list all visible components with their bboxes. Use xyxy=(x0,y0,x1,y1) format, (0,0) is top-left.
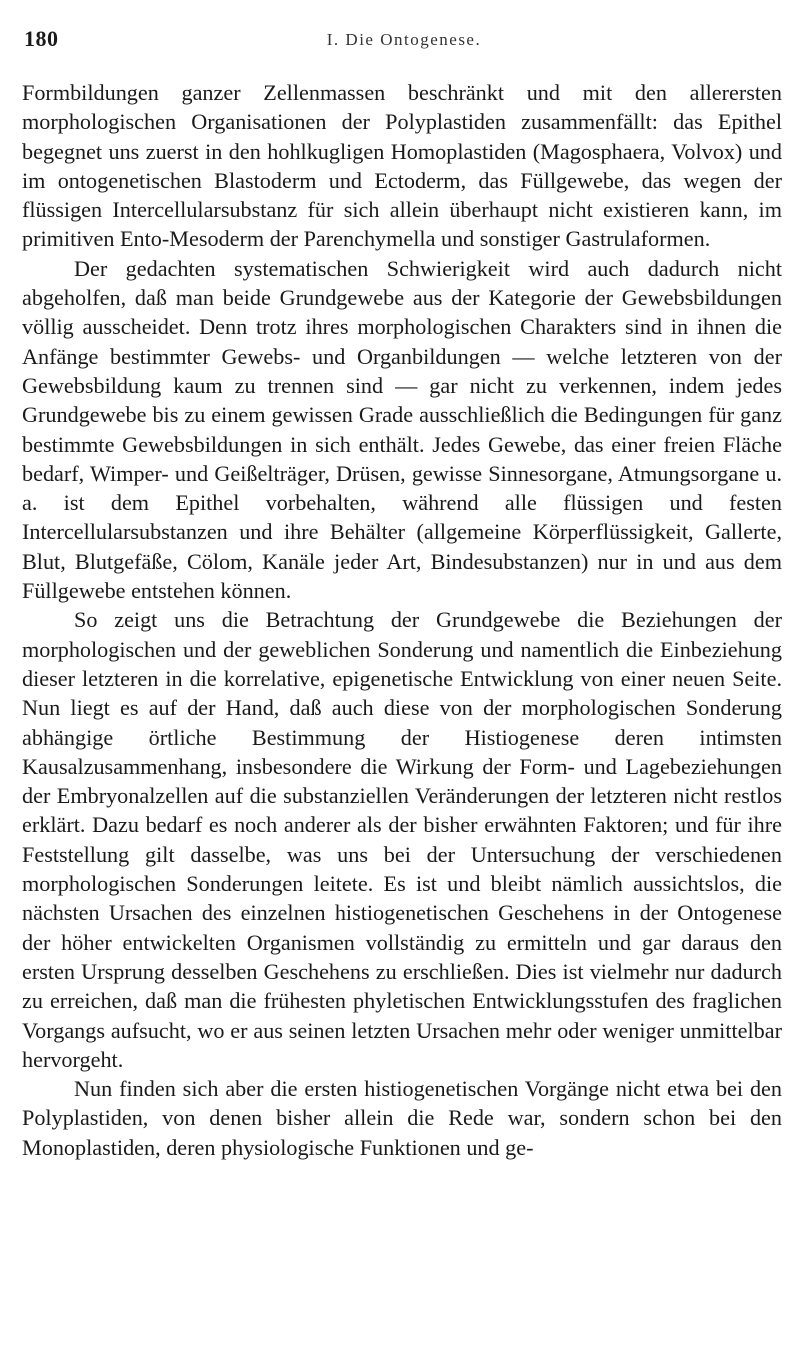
book-page xyxy=(22,0,786,1358)
paragraph-4: Nun finden sich aber die ersten histiogenetischen Vorgänge nicht etwa bei den Polyplastiden, von denen bisher allein die Rede war, sondern schon bei den Monoplastiden, deren physiologische Funktionen und ge- xyxy=(22,1076,782,1160)
paragraph-3: So zeigt uns die Betrachtung der Grundgewebe die Beziehungen der morphologischen und der geweblichen Sonderung und namentlich die Einbeziehung dieser letzteren in die korrelative, epigenetische Entwicklung von einer neuen Seite. Nun liegt es auf der Hand, daß auch diese von der morphologischen Sonderung abhängige örtliche Bestimmung der Histiogenese deren intimsten Kausalzusammenhang, insbesondere die Wirkung der Form- und Lagebeziehungen der Embryonalzellen auf die substanziellen Veränderungen der letzteren nicht restlos erklärt. Dazu bedarf es noch anderer als der bisher erwähnten Faktoren; und für ihre Feststellung gilt dasselbe, was uns bei der Untersuchung der verschiedenen morphologischen Sonderungen leitete. Es ist und bleibt nämlich aussichtslos, die nächsten Ursachen des einzelnen histiogenetischen Geschehens in der Ontogenese der höher entwickelten Organismen vollständig zu ermitteln und gar daraus den ersten Ursprung desselben Geschehens zu erschließen. Dies ist vielmehr nur dadurch zu erreichen, daß man die frühesten phyletischen Entwicklungsstufen des fraglichen Vorgangs aufsucht, wo er aus seinen letzten Ursachen mehr oder weniger unmittelbar hervorgeht. xyxy=(22,607,782,1072)
paragraph-1: Formbildungen ganzer Zellenmassen beschränkt und mit den allerersten morphologischen Organisationen der Polyplastiden zusammenfällt: das Epithel begegnet uns zuerst in den hohlkugligen Homoplastiden (Magosphaera, Volvox) und im ontogenetischen Blastoderm und Ectoderm, das Füllgewebe, das wegen der flüssigen Intercellularsubstanz für sich allein überhaupt nicht existieren kann, im primitiven Ento-Mesoderm der Parenchymella und sonstiger Gastrulaformen. xyxy=(22,80,782,252)
running-head: I. Die Ontogenese. xyxy=(326,30,482,49)
page-number: 180 xyxy=(24,26,59,51)
page-header xyxy=(22,22,786,56)
body-text xyxy=(22,78,782,1162)
paragraph-2: Der gedachten systematischen Schwierigkeit wird auch dadurch nicht abgeholfen, daß man beide Grundgewebe aus der Kategorie der Gewebsbildungen völlig ausscheidet. Denn trotz ihres morphologischen Charakters sind in ihnen die Anfänge bestimmter Gewebs- und Organbildungen — welche letzteren von der Gewebsbildung kaum zu trennen sind — gar nicht zu verkennen, indem jedes Grundgewebe bis zu einem gewissen Grade ausschließlich die Bedingungen für ganz bestimmte Gewebsbildungen in sich enthält. Jedes Gewebe, das einer freien Fläche bedarf, Wimper- und Geißelträger, Drüsen, gewisse Sinnesorgane, Atmungsorgane u. a. ist dem Epithel vorbehalten, während alle flüssigen und festen Intercellularsubstanzen und ihre Behälter (allgemeine Körperflüssigkeit, Gallerte, Blut, Blutgefäße, Cölom, Kanäle jeder Art, Bindesubstanzen) nur in und aus dem Füllgewebe entstehen können. xyxy=(22,255,782,604)
